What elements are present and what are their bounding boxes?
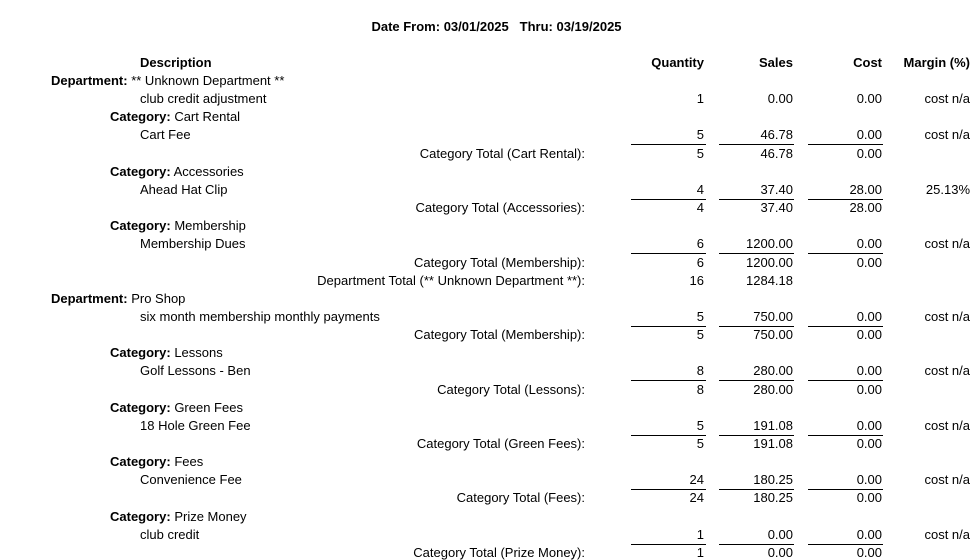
category-heading [110, 400, 243, 415]
total-cost: 0.00 [856, 490, 882, 505]
item-sales: 46.78 [760, 127, 793, 142]
date-from-label: Date From: [371, 19, 441, 34]
total-quantity: 1 [696, 545, 704, 560]
item-cost: 28.00 [849, 182, 882, 197]
subtotal-rule [719, 380, 794, 381]
item-description: Ahead Hat Clip [140, 182, 228, 197]
category-total-label: Category Total (Accessories): [415, 200, 585, 215]
subtotal-rule [631, 380, 706, 381]
item-quantity: 24 [689, 472, 704, 487]
item-margin: cost n/a [924, 363, 970, 378]
category-total-label: Category Total (Fees): [456, 490, 585, 505]
total-cost: 28.00 [849, 200, 882, 215]
total-cost: 0.00 [856, 436, 882, 451]
header-margin: Margin (%) [903, 55, 970, 70]
item-description: Golf Lessons - Ben [140, 363, 251, 378]
subtotal-rule [808, 380, 883, 381]
category-label: Category: [110, 345, 171, 360]
department-name: ** Unknown Department ** [131, 73, 285, 88]
category-label: Category: [110, 109, 171, 124]
item-quantity: 1 [696, 527, 704, 542]
item-sales: 180.25 [753, 472, 793, 487]
total-cost: 0.00 [856, 545, 882, 560]
total-sales: 191.08 [753, 436, 793, 451]
category-label: Category: [110, 509, 171, 524]
item-cost: 0.00 [856, 527, 882, 542]
category-heading [110, 345, 223, 360]
total-quantity: 24 [689, 490, 704, 505]
item-margin: 25.13% [925, 182, 970, 197]
category-label: Category: [110, 218, 171, 233]
item-cost: 0.00 [856, 472, 882, 487]
total-sales: 180.25 [753, 490, 793, 505]
total-sales: 37.40 [760, 200, 793, 215]
item-quantity: 4 [696, 182, 704, 197]
category-label: Category: [110, 454, 171, 469]
item-sales: 750.00 [753, 309, 793, 324]
item-margin: cost n/a [924, 527, 970, 542]
total-cost: 0.00 [856, 327, 882, 342]
category-heading [110, 509, 247, 524]
category-heading [110, 164, 244, 179]
item-description: club credit [140, 527, 200, 542]
item-margin: cost n/a [924, 472, 970, 487]
subtotal-rule [719, 253, 794, 254]
subtotal-rule [631, 253, 706, 254]
item-quantity: 1 [696, 91, 704, 106]
item-quantity: 6 [696, 236, 704, 251]
total-sales: 280.00 [753, 382, 793, 397]
category-heading [110, 109, 240, 124]
item-quantity: 5 [696, 127, 704, 142]
date-from-value: 03/01/2025 [443, 19, 509, 34]
category-name: Prize Money [174, 509, 247, 524]
item-description: Convenience Fee [140, 472, 242, 487]
item-description: six month membership monthly payments [140, 309, 380, 324]
category-label: Category: [110, 400, 171, 415]
header-cost: Cost [853, 55, 882, 70]
item-quantity: 8 [696, 363, 704, 378]
total-quantity: 5 [696, 327, 704, 342]
item-sales: 191.08 [753, 418, 793, 433]
category-heading [110, 218, 246, 233]
date-thru-label: Thru: [519, 19, 553, 34]
category-name: Fees [174, 454, 204, 469]
category-name: Cart Rental [174, 109, 241, 124]
subtotal-rule [719, 144, 794, 145]
header-quantity: Quantity [651, 55, 704, 70]
category-total-label: Category Total (Lessons): [437, 382, 585, 397]
item-description: 18 Hole Green Fee [140, 418, 251, 433]
department-total-label: Department Total (** Unknown Department **): [317, 273, 585, 288]
category-name: Green Fees [174, 400, 243, 415]
date-thru-value: 03/19/2025 [556, 19, 622, 34]
category-label: Category: [110, 164, 171, 179]
item-cost: 0.00 [856, 91, 882, 106]
item-sales: 280.00 [753, 363, 793, 378]
total-quantity: 8 [696, 382, 704, 397]
item-margin: cost n/a [924, 91, 970, 106]
subtotal-rule [808, 144, 883, 145]
total-sales: 1284.18 [746, 273, 793, 288]
total-cost: 0.00 [856, 255, 882, 270]
item-quantity: 5 [696, 309, 704, 324]
item-quantity: 5 [696, 418, 704, 433]
item-sales: 0.00 [767, 527, 793, 542]
category-total-label: Category Total (Cart Rental): [419, 146, 585, 161]
total-quantity: 16 [689, 273, 704, 288]
total-quantity: 5 [696, 436, 704, 451]
total-sales: 46.78 [760, 146, 793, 161]
category-name: Lessons [174, 345, 223, 360]
item-cost: 0.00 [856, 363, 882, 378]
item-margin: cost n/a [924, 236, 970, 251]
department-heading [51, 291, 185, 306]
category-total-label: Category Total (Membership): [414, 327, 585, 342]
item-cost: 0.00 [856, 236, 882, 251]
category-name: Membership [174, 218, 246, 233]
item-sales: 1200.00 [746, 236, 793, 251]
item-sales: 0.00 [767, 91, 793, 106]
category-total-label: Category Total (Membership): [414, 255, 585, 270]
department-label: Department: [51, 73, 128, 88]
item-cost: 0.00 [856, 418, 882, 433]
total-cost: 0.00 [856, 146, 882, 161]
item-description: Membership Dues [140, 236, 246, 251]
item-cost: 0.00 [856, 309, 882, 324]
subtotal-rule [808, 253, 883, 254]
category-total-label: Category Total (Green Fees): [416, 436, 585, 451]
category-total-label: Category Total (Prize Money): [413, 545, 585, 560]
item-margin: cost n/a [924, 127, 970, 142]
header-description: Description [140, 55, 212, 70]
item-description: Cart Fee [140, 127, 191, 142]
total-quantity: 6 [696, 255, 704, 270]
item-margin: cost n/a [924, 309, 970, 324]
subtotal-rule [631, 144, 706, 145]
total-sales: 0.00 [767, 545, 793, 560]
total-sales: 750.00 [753, 327, 793, 342]
total-quantity: 5 [696, 146, 704, 161]
department-label: Department: [51, 291, 128, 306]
department-name: Pro Shop [131, 291, 186, 306]
header-sales: Sales [759, 55, 793, 70]
date-range [0, 19, 975, 34]
item-sales: 37.40 [760, 182, 793, 197]
item-cost: 0.00 [856, 127, 882, 142]
total-quantity: 4 [696, 200, 704, 215]
department-heading [51, 73, 284, 88]
item-margin: cost n/a [924, 418, 970, 433]
category-heading [110, 454, 203, 469]
total-cost: 0.00 [856, 382, 882, 397]
item-description: club credit adjustment [140, 91, 267, 106]
total-sales: 1200.00 [746, 255, 793, 270]
category-name: Accessories [173, 164, 244, 179]
